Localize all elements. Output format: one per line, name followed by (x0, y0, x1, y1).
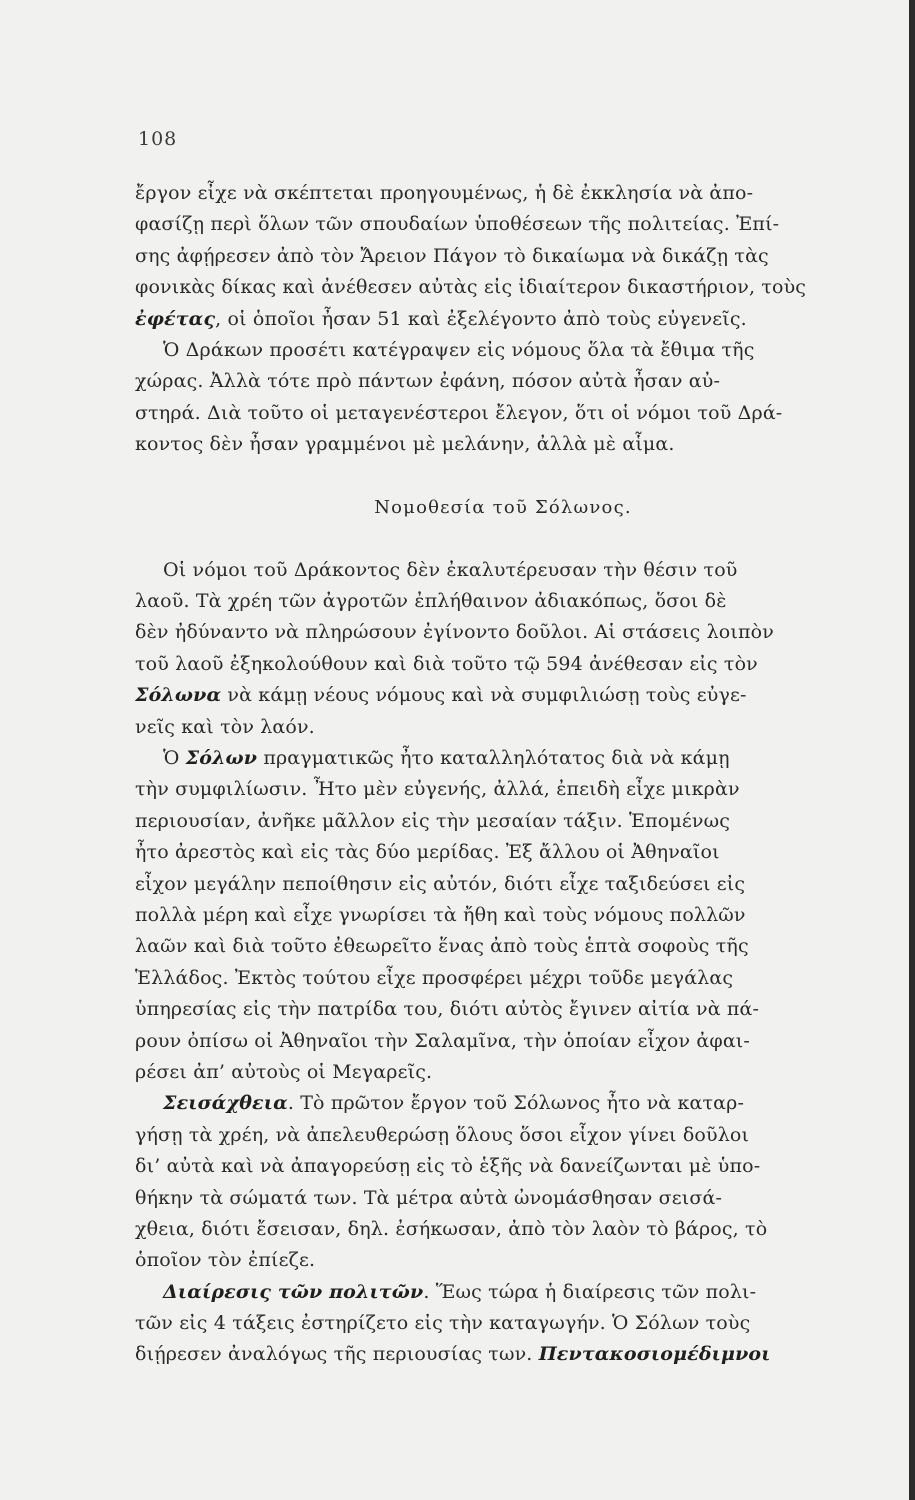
text-line (135, 1183, 871, 1214)
emphasized-term: Σόλωνα (135, 684, 222, 707)
text-line (135, 555, 871, 586)
text-run: σης ἀφῄρεσεν ἀπὸ τὸν Ἄρειον Πάγον τὸ δικαίωμα νὰ δικάζῃ τὰς (135, 244, 769, 267)
text-line (135, 806, 871, 837)
text-line (135, 398, 871, 429)
emphasized-term: ἐφέτας (135, 307, 216, 330)
text-run: . Τὸ πρῶτον ἔργον τοῦ Σόλωνος ἦτο νὰ καταρ- (287, 1092, 745, 1115)
text-line (135, 1214, 871, 1245)
section-heading (135, 492, 871, 523)
text-line (135, 241, 871, 272)
text-run: χθεια, διότι ἔσεισαν, δηλ. ἐσήκωσαν, ἀπὸ τὸν λαὸν τὸ βάρος, τὸ (135, 1217, 768, 1240)
text-run: δι’ αὐτὰ καὶ νὰ ἀπαγορεύσῃ εἰς τὸ ἑξῆς νὰ δανείζωνται μὲ ὑπο- (135, 1155, 761, 1178)
text-line (135, 994, 871, 1025)
emphasized-term: Διαίρεσις τῶν πολιτῶν (163, 1280, 424, 1303)
text-line (135, 774, 871, 805)
body-text (135, 178, 871, 1371)
text-run: τοῦ λαοῦ ἐξηκολούθουν καὶ διὰ τοῦτο τῷ 594 ἀνέθεσαν εἰς τὸν (135, 652, 758, 675)
text-run: χώρας. Ἀλλὰ τότε πρὸ πάντων ἐφάνη, πόσον αὐτὰ ἦσαν αὐ- (135, 370, 721, 393)
emphasized-term: Σεισάχθεια (163, 1092, 288, 1115)
text-run: ἦτο ἀρεστὸς καὶ εἰς τὰς δύο μερίδας. Ἐξ ἄλλου οἱ Ἀθηναῖοι (135, 841, 720, 864)
text-line (135, 869, 871, 900)
page-edge-shadow (909, 0, 915, 1500)
text-line (135, 366, 871, 397)
text-line (135, 209, 871, 240)
text-line (135, 335, 871, 366)
text-run: γήσῃ τὰ χρέη, νὰ ἀπελευθερώσῃ ὅλους ὅσοι εἶχον γίνει δοῦλοι (135, 1123, 750, 1146)
text-run: τὴν συμφιλίωσιν. Ἦτο μὲν εὐγενής, ἀλλά, ἐπειδὴ εἶχε μικρὰν (135, 778, 740, 801)
text-line (135, 1057, 871, 1088)
text-line (135, 931, 871, 962)
text-run: εἶχον μεγάλην πεποίθησιν εἰς αὐτόν, διότι εἶχε ταξιδεύσει εἰς (135, 872, 746, 895)
text-line (135, 649, 871, 680)
text-line (135, 304, 871, 335)
text-line (135, 1245, 871, 1276)
text-run: κοντος δὲν ἦσαν γραμμένοι μὲ μελάνην, ἀλλὰ μὲ αἷμα. (135, 433, 675, 456)
text-run: φονικὰς δίκας καὶ ἀνέθεσεν αὐτὰς εἰς ἰδιαίτερον δικαστήριον, τοὺς (135, 276, 807, 299)
text-run: , οἱ ὁποῖοι ἦσαν 51 καὶ ἐξελέγοντο ἀπὸ τοὺς εὐγενεῖς. (215, 307, 747, 330)
text-line (135, 680, 871, 711)
text-line (135, 272, 871, 303)
blank-line (135, 461, 871, 492)
text-line (135, 1120, 871, 1151)
text-run: ὑπηρεσίας εἰς τὴν πατρίδα του, διότι αὐτὸς ἔγινεν αἰτία νὰ πά- (135, 998, 760, 1021)
text-line (135, 1026, 871, 1057)
text-run: Νομοθεσία τοῦ Σόλωνος. (374, 496, 632, 518)
emphasized-term: Πεντακοσιομέδιμνοι (538, 1343, 771, 1366)
text-run: στηρά. Διὰ τοῦτο οἱ μεταγενέστεροι ἔλεγον, ὅτι οἱ νόμοι τοῦ Δρά- (135, 401, 783, 424)
text-run: Οἱ νόμοι τοῦ Δράκοντος δὲν ἐκαλυτέρευσαν τὴν θέσιν τοῦ (163, 558, 738, 581)
text-run: ρουν ὀπίσω οἱ Ἀθηναῖοι τὴν Σαλαμῖνα, τὴν ὁποίαν εἶχον ἀφαι- (135, 1029, 750, 1052)
text-line (135, 1277, 871, 1308)
text-line (135, 743, 871, 774)
text-run: δὲν ἠδύναντο νὰ πληρώσουν ἐγίνοντο δοῦλοι. Αἱ στάσεις λοιπὸν (135, 621, 774, 644)
text-run: περιουσίαν, ἀνῆκε μᾶλλον εἰς τὴν μεσαίαν τάξιν. Ἑπομένως (135, 809, 731, 832)
text-run: θήκην τὰ σώματά των. Τὰ μέτρα αὐτὰ ὠνομάσθησαν σεισά- (135, 1186, 723, 1209)
text-run: ρέσει ἀπ’ αὐτοὺς οἱ Μεγαρεῖς. (135, 1060, 433, 1083)
text-run: τῶν εἰς 4 τάξεις ἐστηρίζετο εἰς τὴν καταγωγήν. Ὁ Σόλων τοὺς (135, 1312, 751, 1335)
emphasized-term: Σόλων (185, 747, 258, 770)
text-run: ὁποῖον τὸν ἐπίεζε. (135, 1249, 316, 1272)
blank-line (135, 523, 871, 554)
text-run: πολλὰ μέρη καὶ εἶχε γνωρίσει τὰ ἤθη καὶ τοὺς νόμους πολλῶν (135, 903, 746, 926)
text-line (135, 837, 871, 868)
page-number: 108 (138, 128, 178, 150)
text-run: πραγματικῶς ἦτο καταλληλότατος διὰ νὰ κάμῃ (257, 747, 730, 770)
text-line (135, 429, 871, 460)
text-line (135, 1339, 871, 1370)
text-line (135, 900, 871, 931)
text-run: φασίζῃ περὶ ὅλων τῶν σπουδαίων ὑποθέσεων τῆς πολιτείας. Ἐπί- (135, 213, 780, 236)
text-line (135, 1308, 871, 1339)
text-run: . Ἕως τώρα ἡ διαίρεσις τῶν πολι- (423, 1280, 757, 1303)
text-run: λαῶν καὶ διὰ τοῦτο ἐθεωρεῖτο ἕνας ἀπὸ τοὺς ἑπτὰ σοφοὺς τῆς (135, 935, 749, 958)
text-line (135, 1151, 871, 1182)
text-run: Ἑλλάδος. Ἐκτὸς τούτου εἶχε προσφέρει μέχρι τοῦδε μεγάλας (135, 966, 734, 989)
text-run: νεῖς καὶ τὸν λαόν. (135, 715, 315, 738)
text-line (135, 586, 871, 617)
text-line (135, 178, 871, 209)
text-line (135, 1088, 871, 1119)
text-run: Ὁ (163, 747, 186, 770)
text-line (135, 617, 871, 648)
text-run: ἔργον εἶχε νὰ σκέπτεται προηγουμένως, ἡ δὲ ἐκκλησία νὰ ἀπο- (135, 182, 754, 204)
text-run: Ὁ Δράκων προσέτι κατέγραψεν εἰς νόμους ὅλα τὰ ἔθιμα τῆς (163, 338, 755, 361)
text-line (135, 963, 871, 994)
text-run: νὰ κάμῃ νέους νόμους καὶ νὰ συμφιλιώσῃ τοὺς εὐγε- (221, 684, 747, 707)
text-line (135, 712, 871, 743)
text-run: διῄρεσεν ἀναλόγως τῆς περιουσίας των. (135, 1343, 539, 1366)
text-run: λαοῦ. Τὰ χρέη τῶν ἀγροτῶν ἐπλήθαινον ἀδιακόπως, ὅσοι δὲ (135, 590, 727, 613)
